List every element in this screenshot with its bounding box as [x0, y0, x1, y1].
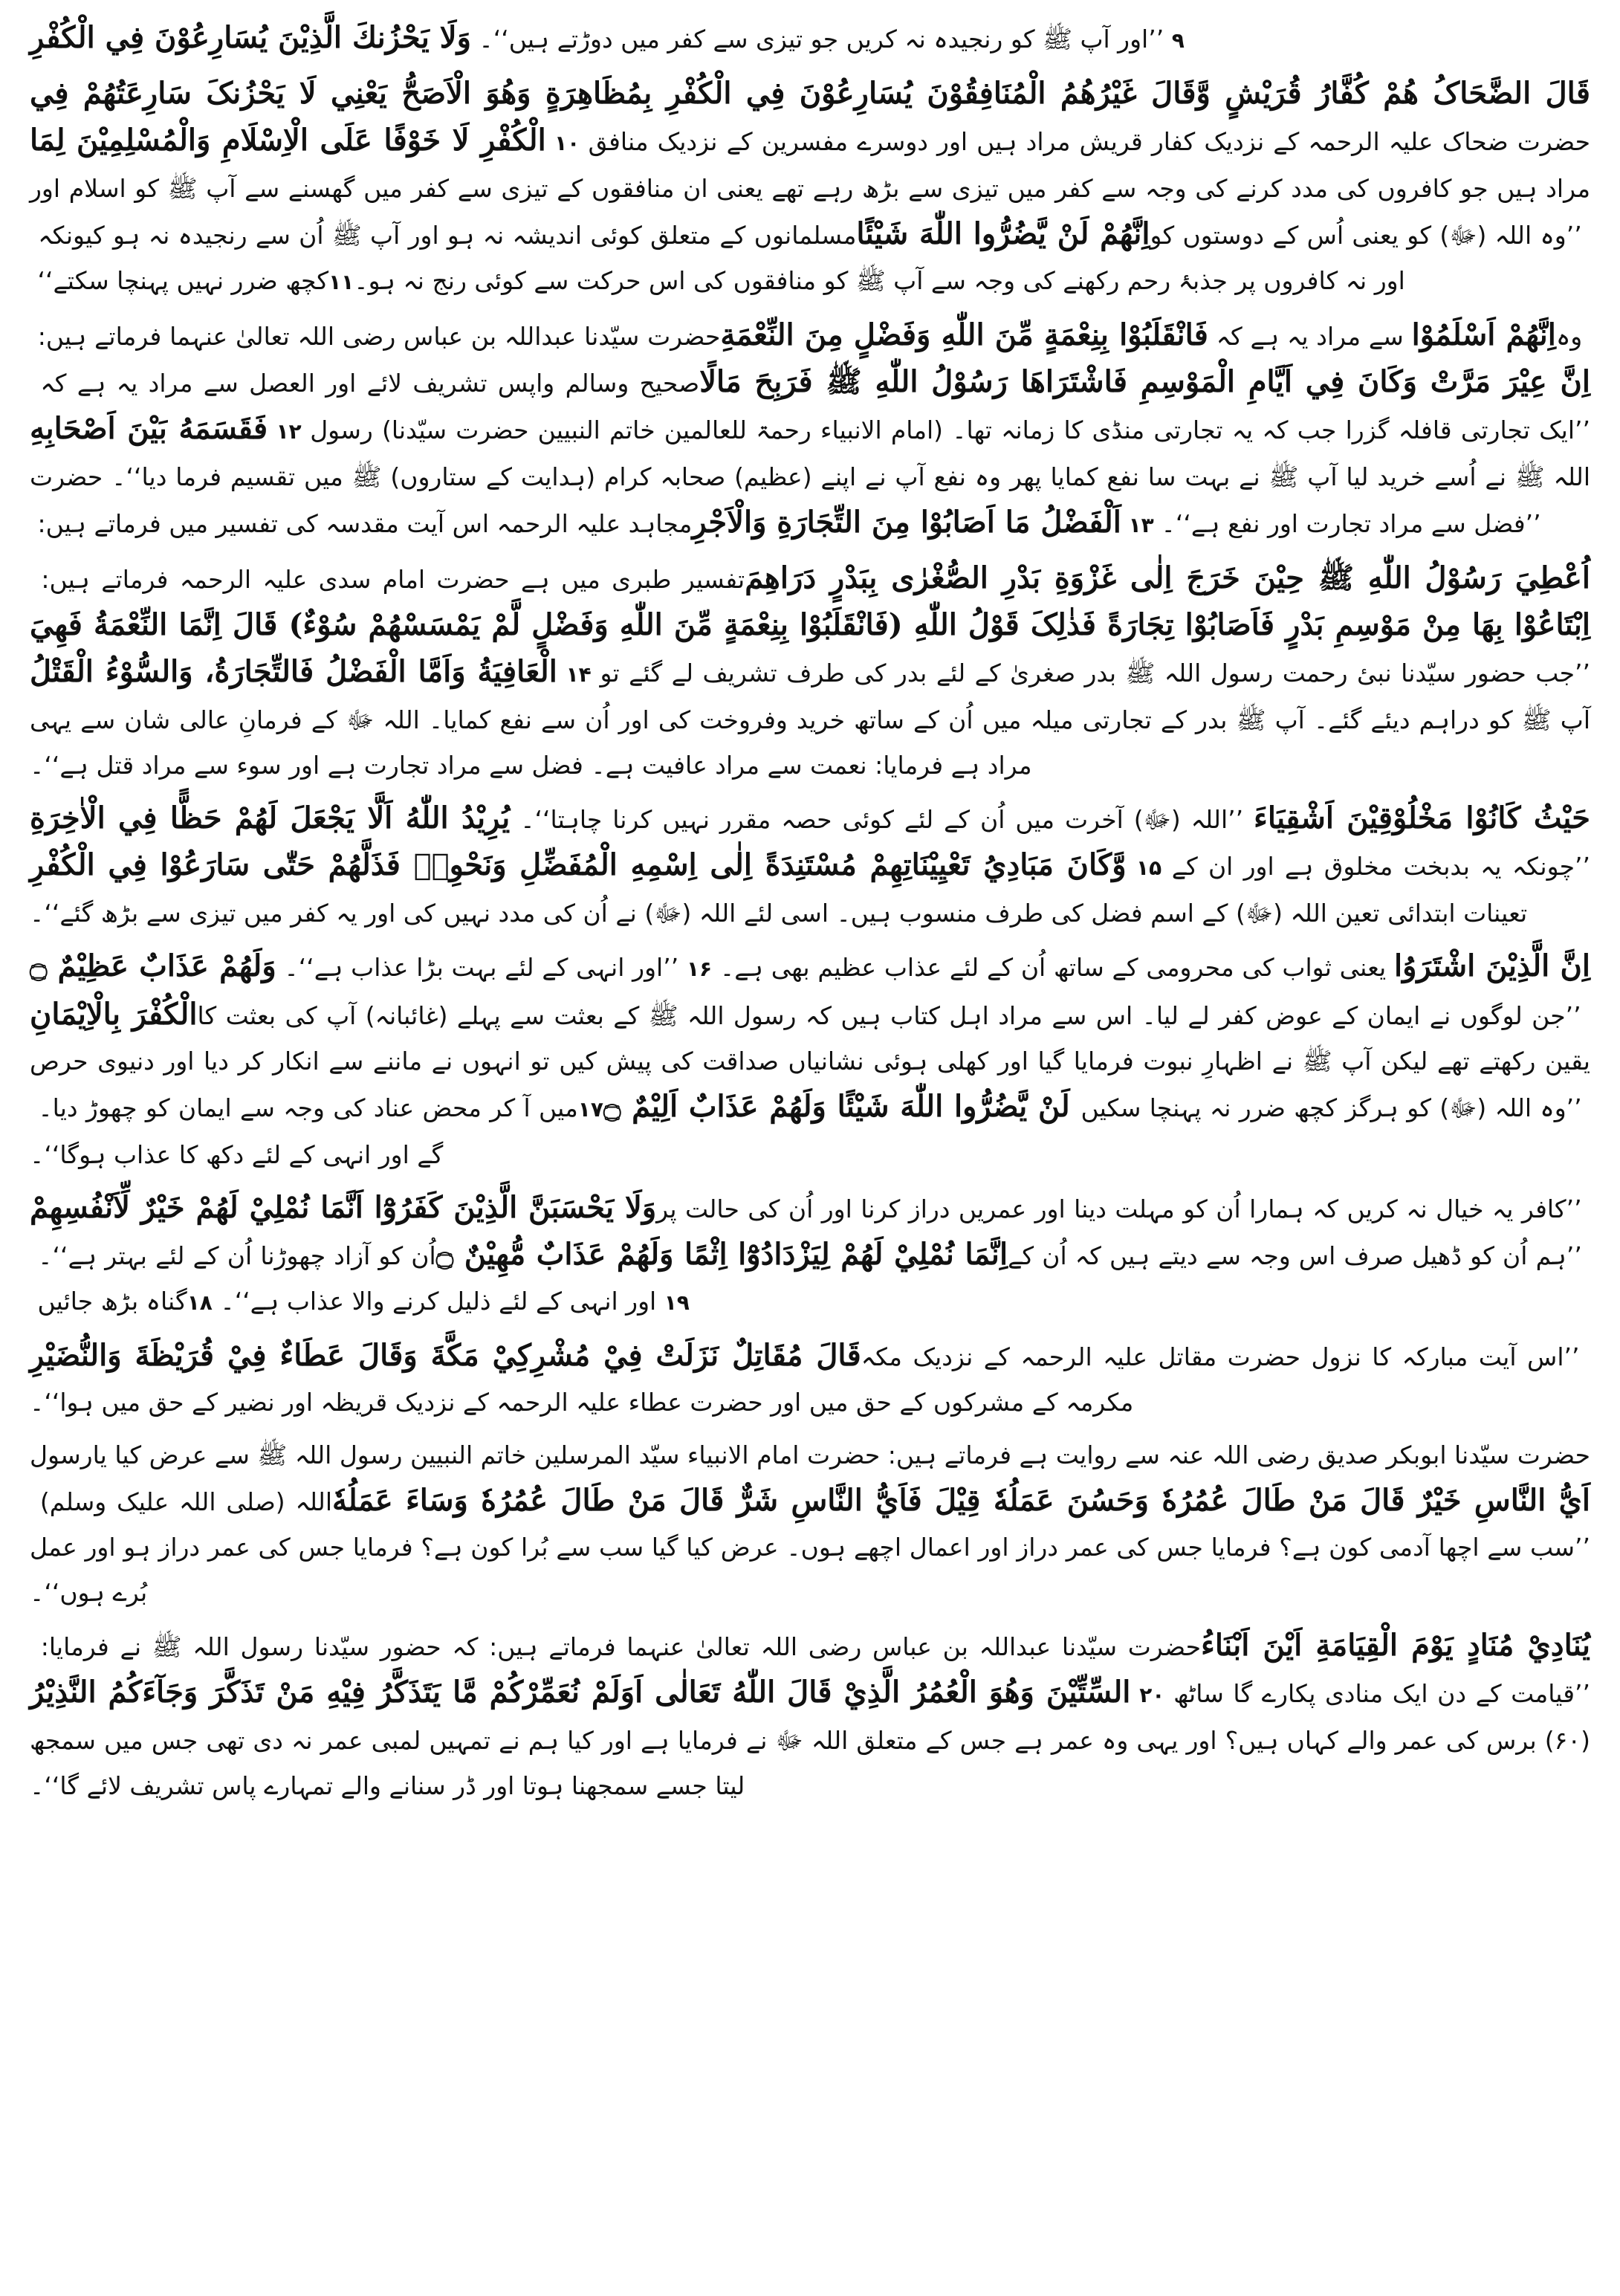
- urdu-text: ’’جب حضور سیّدنا نبیٔ رحمت رسول اللہ ﷺ بدر صغریٰ کے لئے بدر کی طرف تشریف لے گئے تو آپ ﷺ کو دراہم دیئے گئے۔ آپ ﷺ بدر کے تجارتی میلہ میں اُن کے ساتھ خرید وفروخت کی اور اُن سے نفع کمایا۔ اللہ ﷻ کے فرمانِ عالی شان سے یہی مراد ہے فرمایا: نعمت سے مراد عافیت ہے۔ فضل سے مراد تجارت ہے اور سوء سے مراد قتل ہے‘‘۔: [30, 659, 1591, 780]
- document-page: [30, 15, 1590, 2282]
- footnote-marker: ۱۹: [664, 1290, 690, 1315]
- arabic-quote: لَنْ يَّضُرُّوا اللّٰهَ شَيْئًا وَلَهُمْ عَذَابٌ اَلِيْمٌ ۝: [603, 1089, 1081, 1124]
- footnote-marker: ۱۴: [557, 662, 600, 687]
- urdu-text: ’’چونکہ یہ بدبخت مخلوق ہے اور ان کے تعینات ابتدائی تعین اللہ (ﷻ) کے اسم فضل کی طرف منسوب ہیں۔ اسی لئے اللہ (ﷻ) نے اُن کی مدد نہیں کی اور یہ کفر میں تیزی سے بڑھ گئے‘‘۔: [30, 852, 1591, 928]
- arabic-quote: وَلَا يَحْسَبَنَّ الَّذِيْنَ كَفَرُوْٓا اَنَّمَا نُمْلِيْ لَهُمْ خَيْرٌ لِّاَنْفُسِهِمْ: [30, 1190, 657, 1225]
- footnote-marker: ۱۳: [1121, 513, 1161, 537]
- footnote-marker: ۱۵: [1126, 856, 1172, 880]
- urdu-text: تفسیر طبری میں ہے حضرت امام سدی علیہ الرحمہ فرماتے ہیں:: [30, 565, 745, 594]
- arabic-quote: يُنَادِيْ مُنَادٍ يَوْمَ الْقِيَامَةِ اَيْنَ اَبْنَاءُ السِّتِّيْنَ وَهُوَ الْعُمُرُ الَّذِيْ قَالَ اللّٰهُ تَعَالٰى اَوَلَمْ نُعَمِّرْكُمْ مَّا يَتَذَكَّرُ فِيْهِ مَنْ تَذَكَّرَ وَجَآءَكُمُ النَّذِيْرُ: [30, 1628, 1591, 1710]
- urdu-text: ’’جن لوگوں نے ایمان کے عوض کفر لے لیا۔ اس سے مراد اہل کتاب ہیں کہ رسول اللہ ﷺ کے بعثت سے پہلے (غائبانہ) آپ کی بعثت کا یقین رکھتے تھے لیکن آپ ﷺ نے اظہارِ نبوت فرمایا گیا اور کھلی ہوئی نشانیاں صداقت کی پیش کیں تو انہوں نے ماننے سے انکار کر دیا اور دنیوی حرص میں آ کر محض عناد کی وجہ سے ایمان کو چھوڑ دیا۔: [30, 1001, 1590, 1122]
- paragraph: [30, 795, 1590, 936]
- urdu-text: ’’ایک تجارتی قافلہ گزرا جب کہ یہ تجارتی منڈی کا زمانہ تھا۔ (امام الانبیاء رحمۃ للعالمین خاتم النبیین حضرت سیّدنا) رسول اللہ ﷺ نے اُسے خرید لیا آپ ﷺ نے بہت سا نفع کمایا پھر وہ نفع آپ نے اپنے (عظیم) صحابہ کرام (ہدایت کے ستاروں) ﷺ میں تقسیم فرما دیا‘‘۔ حضرت مجاہد علیہ الرحمہ اس آیت مقدسہ کی تفسیر میں فرماتے ہیں:: [30, 415, 1591, 538]
- footnote-marker: ۹: [1171, 28, 1185, 53]
- paragraph: [30, 1185, 1590, 1325]
- footnote-marker: ۱۶: [686, 957, 713, 981]
- urdu-text: وہ صحیح وسالم واپس تشریف لائے اور العصل سے مراد یہ ہے کہ: [30, 322, 1590, 398]
- urdu-text: ’’اور انہی کے لئے بہت بڑا عذاب ہے‘‘۔: [276, 953, 687, 982]
- urdu-text: سے مراد یہ ہے کہ: [1208, 322, 1412, 351]
- urdu-text: حضرت سیّدنا عبداللہ بن عباس رضی اللہ تعالیٰ عنہما فرماتے ہیں: کہ حضور سیّدنا رسول اللہ ﷺ نے فرمایا:: [30, 1632, 1202, 1661]
- paragraph: [30, 1432, 1590, 1615]
- arabic-quote: وَلَا يَحْزُنكَ الَّذِيْنَ يُسَارِعُوْنَ فِي الْكُفْرِ: [30, 20, 471, 55]
- footnote-marker: ۱۰: [545, 131, 589, 155]
- urdu-text: ’’اللہ (ﷻ) آخرت میں اُن کے لئے کوئی حصہ مقرر نہیں کرنا چاہتا‘‘۔: [510, 805, 1254, 834]
- footnote-marker: ۱۷: [577, 1097, 603, 1122]
- paragraph: [30, 15, 1590, 63]
- urdu-text: ’’اور آپ ﷺ کو رنجیدہ نہ کریں جو تیزی سے کفر میں دوڑتے ہیں‘‘۔: [470, 25, 1172, 54]
- arabic-quote: اِنَّ عِيْرَ مَرَّتْ وَكَانَ فِي اَيَّامِ الْمَوْسِمِ فَاشْتَرَاهَا رَسُوْلُ اللّٰهِ ﷺ فَرَبِحَ مَالًا فَقَسَمَهُ بَيْنَ اَصْحَابِهِ: [30, 364, 1590, 446]
- paragraph: [30, 71, 1590, 305]
- footnote-marker: ۱۸: [187, 1290, 213, 1315]
- paragraph: [30, 312, 1590, 548]
- urdu-text: ’’فضل سے مراد تجارت اور نفع ہے‘‘۔: [1161, 509, 1541, 538]
- urdu-text: ’’سب سے اچھا آدمی کون ہے؟ فرمایا جس کی عمر دراز اور اعمال اچھے ہوں۔ عرض کیا گیا سب سے بُرا کون ہے؟ فرمایا جس کی عمر دراز ہو اور عمل بُرے ہوں‘‘۔: [30, 1533, 1590, 1607]
- arabic-quote: اِنَّهُمْ لَنْ يَّضُرُّوا اللّٰهَ شَيْئًا: [856, 216, 1150, 251]
- urdu-text: حضرت سیّدنا عبداللہ بن عباس رضی اللہ تعالیٰ عنہما فرماتے ہیں:: [30, 322, 721, 351]
- arabic-quote: يُرِيْدُ اللّٰهُ اَلَّا يَجْعَلَ لَهُمْ حَظًّا فِي الْاٰخِرَةِ: [30, 801, 511, 835]
- urdu-text: حضرت ضحاک علیہ الرحمہ کے نزدیک کفار قریش مراد ہیں اور دوسرے مفسرین کے نزدیک منافق مراد ہیں جو کافروں کی مدد کرنے کی وجہ سے کفر میں تیزی سے بڑھ رہے تھے یعنی ان منافقوں کے تیزی سے کفر میں گھسنے سے آپ ﷺ کو اسلام اور مسلمانوں کے متعلق کوئی اندیشہ نہ ہو اور آپ ﷺ اُن سے رنجیدہ نہ ہو کیونکہ: [30, 127, 1591, 250]
- footnote-marker: ۱۲: [268, 419, 311, 444]
- urdu-text: ’’اس آیت مبارکہ کا نزول حضرت مقاتل علیہ الرحمہ کے نزدیک مکہ مکرمہ کے مشرکوں کے حق میں اور حضرت عطاء علیہ الرحمہ کے نزدیک قریظہ اور نضیر کے حق میں ہوا‘‘۔: [30, 1342, 1590, 1417]
- urdu-text: اور انہی کے لئے ذلیل کرنے والا عذاب ہے‘‘۔: [212, 1287, 664, 1316]
- arabic-quote: قَالَ الضَّحَاکُ هُمْ کُفَّارُ قُرَيْشٍ وَّقَالَ غَيْرُهُمُ الْمُنَافِقُوْنَ يُسَارِعُوْنَ فِي الْكُفْرِ بِمُظَاهِرَةٍ وَهُوَ الْاَصَحُّ يَعْنِي لَا يَحْزُنکَ سَارِعَتُهُمْ فِي الْكُفْرِ لَا خَوْفًا عَلَى الْاِسْلَامِ وَالْمُسْلِمِيْنَ لِمَا: [30, 76, 1590, 158]
- urdu-text: ’’وہ اللہ (ﷻ) کو یعنی اُس کے دوستوں کو کچھ ضرر نہیں پہنچا سکتے‘‘: [30, 221, 1590, 295]
- arabic-quote: اَلْفَضْلُ مَا اَصَابُوْا مِنَ التِّجَارَةِ وَالْاَجْرِ: [692, 505, 1121, 540]
- urdu-text: اور نہ کافروں پر جذبۂ رحم رکھنے کی وجہ سے آپ ﷺ کو منافقوں کی اس حرکت سے کوئی رنج نہ ہو۔: [354, 266, 1413, 295]
- arabic-quote: اُعْطِيَ رَسُوْلُ اللّٰهِ ﷺ حِيْنَ خَرَجَ اِلٰى غَزْوَةِ بَدْرِ الصُّغْرٰى بِبَدْرٍ دَرَاهِمَ اِبْتَاعُوْا بِهَا مِنْ مَوْسِمِ بَدْرٍ فَاَصَابُوْا تِجَارَةً فَذٰلِکَ قَوْلُ اللّٰهِ (فَانْقَلَبُوْا بِنِعْمَةٍ مِّنَ اللّٰهِ وَفَضْلٍ لَّمْ يَمْسَسْهُمْ سُوْءٌ) قَالَ اِنَّمَا النِّعْمَةُ فَهِيَ الْعَافِيَةُ وَاَمَّا الْفَضْلُ فَالتِّجَارَةُ، وَالسُّوْءُ الْقَتْلُ: [30, 560, 1590, 689]
- footnote-marker: ۲۰: [1130, 1683, 1174, 1707]
- footnote-marker: ۱۱: [328, 270, 354, 294]
- urdu-text: ’’وہ اللہ (ﷻ) کو ہرگز کچھ ضرر نہ پہنچا سکیں گے اور انہی کے لئے دکھ کا عذاب ہوگا‘‘۔: [30, 1093, 1590, 1169]
- arabic-quote: اِنَّمَا نُمْلِيْ لَهُمْ لِيَزْدَادُوْٓا اِثْمًا وَلَهُمْ عَذَابٌ مُّهِيْنٌ ۝: [435, 1237, 1008, 1272]
- urdu-text: حضرت سیّدنا ابوبکر صدیق رضی اللہ عنہ سے روایت ہے فرماتے ہیں: حضرت امام الانبیاء سیّد المرسلین خاتم النبیین رسول اللہ ﷺ سے عرض کیا یارسول اللہ (صلی اللہ علیک وسلم): [30, 1440, 1590, 1516]
- arabic-quote: قَالَ مُقَاتِلٌ نَزَلَتْ فِيْ مُشْرِكِيْ مَكَّةَ وَقَالَ عَطَاءٌ فِيْ قُرَيْظَةَ وَالنُّضَيْرِ: [30, 1338, 861, 1373]
- urdu-text: یعنی ثواب کی محرومی کے ساتھ اُن کے لئے عذاب عظیم بھی ہے۔: [712, 953, 1394, 982]
- urdu-text: ’’ہم اُن کو ڈھیل صرف اس وجہ سے دیتے ہیں کہ اُن کے گناہ بڑھ جائیں: [30, 1241, 1591, 1316]
- paragraph: [30, 1333, 1590, 1425]
- paragraph: [30, 555, 1590, 788]
- paragraph: [30, 1623, 1590, 1808]
- paragraph: [30, 943, 1590, 1177]
- urdu-text: ’’کافر یہ خیال نہ کریں کہ ہمارا اُن کو مہلت دینا اور عمریں دراز کرنا اور اُن کی حالت پر اُن کو آزاد چھوڑنا اُن کے لئے بہتر ہے‘‘۔: [30, 1194, 1591, 1270]
- arabic-quote: حَيْثُ كَانُوْا مَخْلُوْقِيْنَ اَشْقِيَاءَ وَّكَانَ مَبَادِيُ تَعْيِيْنَاتِهِمْ مُسْتَنِدَةً اِلٰى اِسْمِهِ الْمُفَضِّلِ وَنَحْوِهٖ فَذَلَّهُمْ حَتّٰى سَارَعُوْا فِي الْكُفْرِ: [30, 801, 1590, 882]
- arabic-quote: وَلَهُمْ عَذَابٌ عَظِيْمٌ ۝: [30, 948, 276, 983]
- arabic-quote: اِنَّهُمْ اَسْلَمُوْا: [1411, 317, 1556, 352]
- arabic-quote: فَانْقَلَبُوْا بِنِعْمَةٍ مِّنَ اللّٰهِ وَفَضْلٍ مِنَ النِّعْمَةِ: [720, 317, 1208, 352]
- urdu-text: ’’قیامت کے دن ایک منادی پکارے گا ساٹھ (۶۰) برس کی عمر والے کہاں ہیں؟ اور یہی وہ عمر ہے جس کے متعلق اللہ ﷻ نے فرمایا ہے اور کیا ہم نے تمہیں لمبی عمر نہ دی تھی جس میں سمجھ لیتا جسے سمجھنا ہوتا اور ڈر سنانے والے تمہارے پاس تشریف لائے گا‘‘۔: [30, 1679, 1590, 1800]
- arabic-quote: اِنَّ الَّذِيْنَ اشْتَرَوُا الْكُفْرَ بِالْاِيْمَانِ: [30, 948, 1590, 1032]
- arabic-quote: اَيُّ النَّاسِ خَيْرٌ قَالَ مَنْ طَالَ عُمُرُهٗ وَحَسُنَ عَمَلُهٗ قِيْلَ فَاَيُّ النَّاسِ شَرٌّ قَالَ مَنْ طَالَ عُمُرُهٗ وَسَاءَ عَمَلُهٗ: [332, 1483, 1591, 1518]
